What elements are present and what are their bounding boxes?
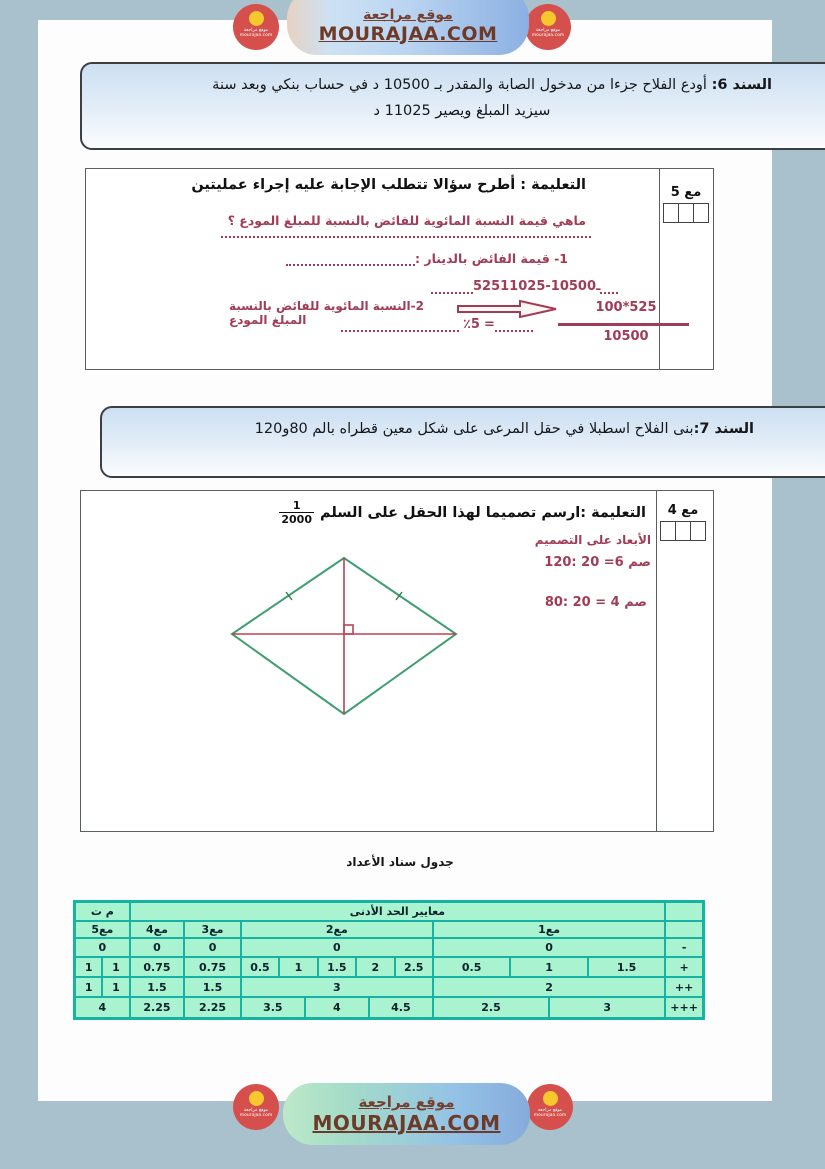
col-header-ma2: مع2 <box>241 921 433 938</box>
table-cell: 1 <box>510 957 587 977</box>
design-dimension-1: 120: 20 =6 صم <box>544 555 651 570</box>
table-cell: 1.5 <box>318 957 356 977</box>
score-label: مع 5 <box>670 185 702 200</box>
taalima4-box <box>80 490 714 832</box>
sanad7-box <box>100 406 825 478</box>
sanad7-text: بنى الفلاح اسطبلا في حقل المرعى على شكل معين قطراه بالم <box>307 421 694 437</box>
red-answer-2: 2-النسبة المائوية للفائض بالنسبة المبلغ المودع <box>229 299 424 327</box>
red-question: ماهي قيمة النسبة المائوية للفائض بالنسبة للمبلغ المودع ؟ <box>227 213 586 228</box>
sanad6-box <box>80 62 825 150</box>
table-cell: 0 <box>75 938 130 957</box>
table-symbol-cell: +++ <box>665 997 703 1018</box>
table-cell: 3 <box>241 977 433 997</box>
table-header-cell <box>665 921 703 938</box>
site-banner-top <box>287 0 529 55</box>
col-header-ma3: مع3 <box>184 921 241 938</box>
table-cell-group <box>241 997 433 1018</box>
dotted-line <box>286 253 415 266</box>
site-banner-bottom <box>283 1083 530 1145</box>
scale-fraction <box>279 499 314 526</box>
score-grid <box>661 521 706 541</box>
score-label: مع 4 <box>667 503 699 518</box>
fraction-numerator: 100*525 <box>595 300 657 315</box>
table-cell: 3 <box>549 997 665 1018</box>
col-header-ma5: مع5 <box>75 921 130 938</box>
table-cell: 2.5 <box>395 957 433 977</box>
score-cell <box>660 521 676 541</box>
book-icon <box>543 1091 558 1106</box>
site-name-arabic: موقع مراجعة <box>358 1093 455 1111</box>
logo-caption-domain: mourajaa.com <box>239 1113 273 1118</box>
table-header-cell <box>665 902 703 921</box>
support-table <box>73 900 705 1020</box>
fraction-denominator: 10500 <box>603 329 649 344</box>
book-icon <box>541 11 556 26</box>
book-icon <box>249 11 264 26</box>
score-area <box>662 185 710 223</box>
logo-caption-domain: mourajaa.com <box>531 33 565 38</box>
score-column-divider <box>656 491 657 831</box>
table-cell: 1.5 <box>588 957 665 977</box>
site-logo-icon <box>233 4 279 50</box>
instruction-text: أطرح سؤالا تتطلب الإجابة عليه إجراء عمليتين <box>191 177 516 193</box>
table-cell: 1 <box>102 977 129 997</box>
score-area <box>659 503 707 541</box>
table-symbol-cell: + <box>665 957 703 977</box>
red-answer-1: 1- قيمة الفائض بالدينار : <box>415 251 568 266</box>
logo-caption-domain: mourajaa.com <box>239 33 273 38</box>
table-row-plus2 <box>75 977 703 997</box>
table-cell-group <box>433 997 665 1018</box>
table-symbol-cell: ++ <box>665 977 703 997</box>
score-cell <box>693 203 709 223</box>
site-name-arabic: موقع مراجعة <box>363 6 453 23</box>
red-calc: 525ـ10500-11025 <box>473 279 601 294</box>
table-cell: 0.75 <box>184 957 241 977</box>
table-cell: 2 <box>433 977 665 997</box>
instruction-label: التعليمة : <box>580 504 646 521</box>
logo-caption <box>532 28 564 38</box>
table-cell-group <box>241 957 433 977</box>
table-cell: 0 <box>184 938 241 957</box>
table-cell: 1 <box>279 957 317 977</box>
sanad6-text1: أودع الفلاح جزءا من مدخول الصابة والمقدر بـ 10500 د في حساب بنكي وبعد سنة <box>212 77 707 93</box>
site-logo-icon <box>525 4 571 50</box>
score-cell <box>675 521 691 541</box>
table-cell: 0 <box>433 938 665 957</box>
table-cell: 4 <box>305 997 369 1018</box>
col-header-ma1: مع1 <box>433 921 665 938</box>
table-row-minus <box>75 938 703 957</box>
scale-numerator: 1 <box>292 499 301 512</box>
score-grid <box>664 203 709 223</box>
site-logo-icon <box>233 1084 279 1130</box>
logo-caption <box>240 28 272 38</box>
table-subheader-row <box>75 921 703 938</box>
col-header-ma4: مع4 <box>130 921 185 938</box>
table-corner-header: م ت <box>75 902 130 921</box>
score-cell <box>663 203 679 223</box>
table-header-row <box>75 902 703 921</box>
red-calc-row <box>431 279 618 294</box>
table-cell: 4 <box>75 997 130 1018</box>
logo-caption-ar: موقع مراجعة <box>243 28 269 33</box>
score-cell <box>678 203 694 223</box>
table-cell: 3.5 <box>241 997 305 1018</box>
instruction-label: التعليمة : <box>520 177 586 193</box>
equals-sign: = <box>483 317 495 332</box>
percent-result: ٪5 <box>463 317 480 332</box>
dotted-line <box>341 319 459 332</box>
scale-denominator: 2000 <box>281 513 312 526</box>
table-cell: 0 <box>130 938 185 957</box>
table-cell: 1.5 <box>184 977 241 997</box>
table-cell-group <box>433 957 665 977</box>
sanad7-dims: 120و80 <box>254 421 308 437</box>
sanad6-line1 <box>102 72 772 98</box>
table-cell: 0 <box>241 938 433 957</box>
table-cell: 4.5 <box>369 997 433 1018</box>
table-cell: 0.75 <box>130 957 185 977</box>
table-cell: 2 <box>356 957 394 977</box>
percent-result-row <box>341 317 533 332</box>
table-symbol-cell: - <box>665 938 703 957</box>
table-cell: 1 <box>75 977 102 997</box>
table-cell: 2.5 <box>433 997 549 1018</box>
logo-caption-ar: موقع مراجعة <box>537 1108 563 1113</box>
taalima5-box <box>85 168 714 370</box>
instruction-text: ارسم تصميما لهذا الحقل على السلم <box>319 504 581 521</box>
table-cell: 1 <box>75 957 102 977</box>
logo-caption <box>534 1108 566 1118</box>
table-cell-group <box>75 957 130 977</box>
dotted-line <box>495 319 533 332</box>
sanad6-line2: سيزيد المبلغ ويصير 11025 د <box>373 103 551 119</box>
dotted-line <box>431 281 473 294</box>
table-cell: 0.5 <box>433 957 510 977</box>
logo-caption <box>240 1108 272 1118</box>
dotted-line <box>600 281 618 294</box>
site-domain: MOURAJAA.COM <box>312 1111 501 1135</box>
sanad6-label: السند 6: <box>711 77 772 93</box>
table-cell: 1.5 <box>130 977 185 997</box>
rhombus-diagram <box>196 546 476 726</box>
table-cell: 0.5 <box>241 957 279 977</box>
sanad7-label: السند 7: <box>693 421 754 437</box>
design-dimension-2: 80: 20 = 4 صم <box>544 595 647 610</box>
logo-caption-domain: mourajaa.com <box>533 1113 567 1118</box>
red-answer-1-row <box>286 251 568 266</box>
logo-caption-ar: موقع مراجعة <box>243 1108 269 1113</box>
fraction-line <box>558 323 689 326</box>
dotted-underline <box>221 225 591 238</box>
table-cell: 2.25 <box>130 997 185 1018</box>
table-row-plus3 <box>75 997 703 1018</box>
table-group-header: معايير الحد الأدنى <box>130 902 666 921</box>
design-dimensions-title: الأبعاد على التصميم <box>534 533 651 547</box>
table-row-plus <box>75 957 703 977</box>
book-icon <box>249 1091 264 1106</box>
site-logo-icon <box>527 1084 573 1130</box>
score-cell <box>690 521 706 541</box>
instruction-line <box>96 177 586 193</box>
table-cell-group <box>75 977 130 997</box>
instruction-line <box>261 499 646 526</box>
table-cell: 1 <box>102 957 129 977</box>
logo-caption-ar: موقع مراجعة <box>535 28 561 33</box>
sanad7-line <box>116 416 754 442</box>
table-title: جدول سناد الأعداد <box>346 855 454 869</box>
site-domain: MOURAJAA.COM <box>318 22 498 45</box>
table-cell: 2.25 <box>184 997 241 1018</box>
